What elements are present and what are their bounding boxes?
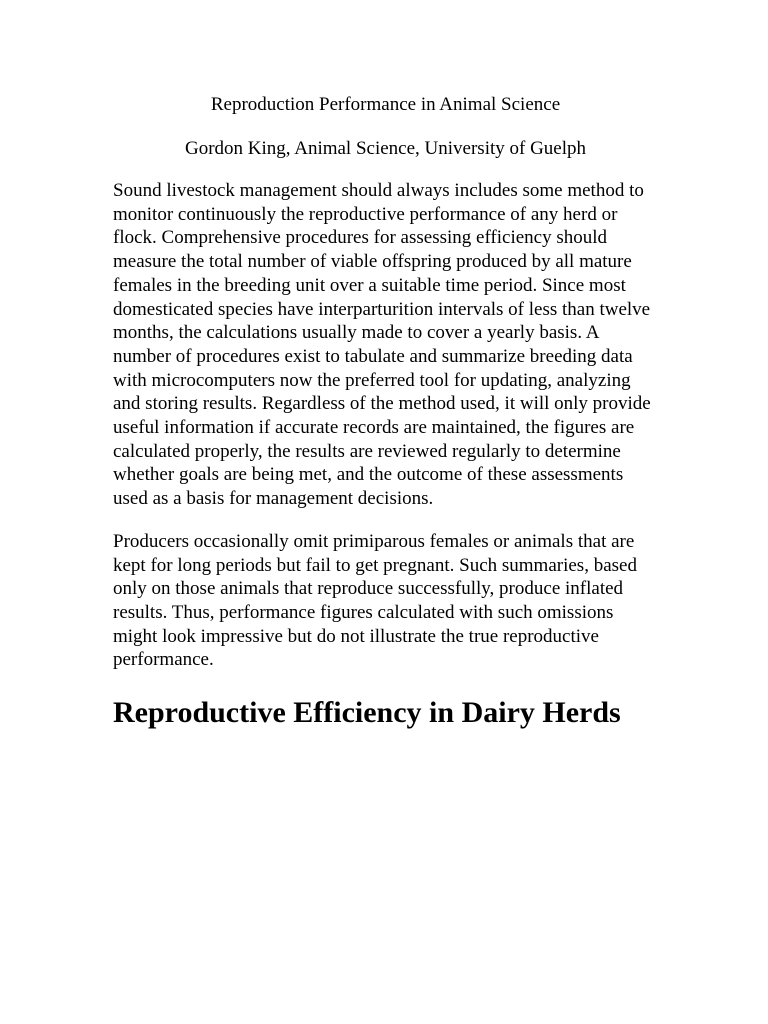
section-heading: Reproductive Efficiency in Dairy Herds <box>113 696 621 730</box>
author-line: Gordon King, Animal Science, University of Guelph <box>184 138 587 159</box>
document-body <box>113 92 658 732</box>
document-title: Reproduction Performance in Animal Science <box>210 94 561 115</box>
paragraph-omissions: Producers occasionally omit primiparous females or animals that are kept for long periods but fail to get pregnant. Such summaries, based only on those animals that reproduce successfully, produce inflated results. Thus, performance figures calculated with such omissions might look impressive but do not illustrate the true reproductive performance. <box>113 530 637 671</box>
paragraph-intro: Sound livestock management should always includes some method to monitor continuously the reproductive performance of any herd or flock. Comprehensive procedures for assessing efficiency should measure the total number of viable offspring produced by all mature females in the breeding unit over a suitable time period. Since most domesticated species have interparturition intervals of less than twelve months, the calculations usually made to cover a yearly basis. A number of procedures exist to tabulate and summarize breeding data with microcomputers now the preferred tool for updating, analyzing and storing results. Regardless of the method used, it will only provide useful information if accurate records are maintained, the figures are calculated properly, the results are reviewed regularly to determine whether goals are being met, and the outcome of these assessments used as a basis for management decisions. <box>113 180 651 510</box>
